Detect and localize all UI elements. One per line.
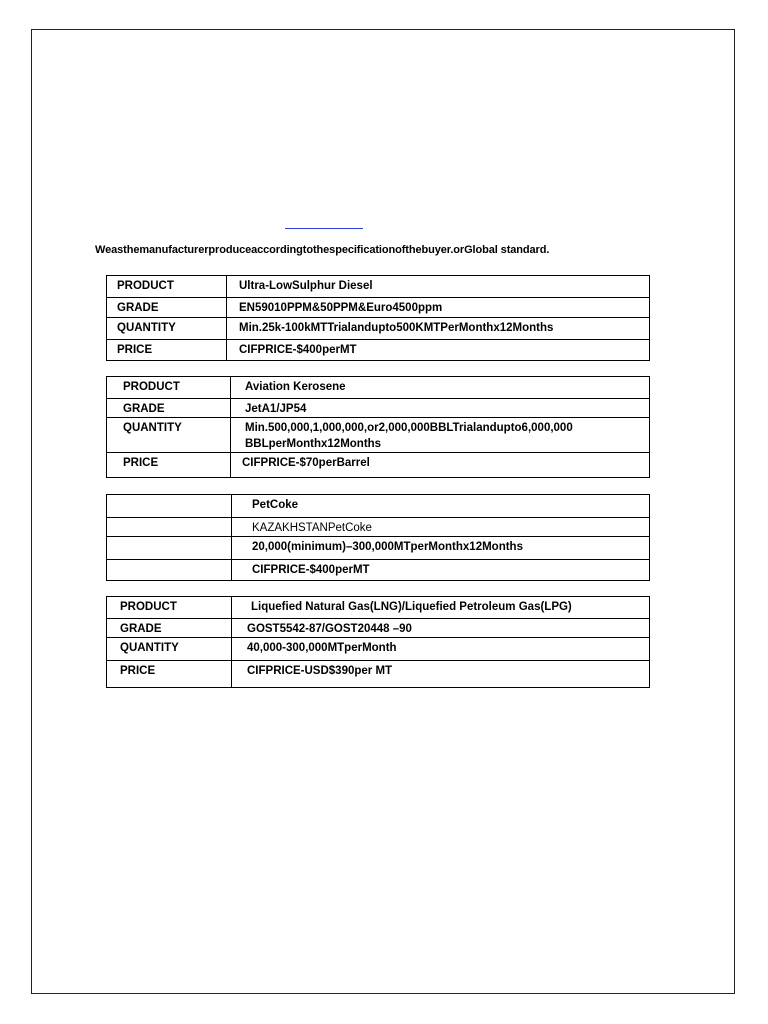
table-row: [107, 495, 650, 518]
row-value: 40,000-300,000MTperMonth: [232, 638, 650, 661]
row-label: GRADE: [107, 298, 227, 318]
kerosene-spec-table: [106, 376, 650, 478]
table-row: [107, 377, 650, 399]
row-label: PRODUCT: [107, 276, 227, 298]
row-value: CIFPRICE-USD$390per MT: [232, 661, 650, 688]
table-row: [107, 399, 650, 418]
row-value: Ultra-LowSulphur Diesel: [227, 276, 650, 298]
row-value-line: BBLperMonthx12Months: [245, 438, 382, 450]
row-label: QUANTITY: [107, 418, 231, 453]
intro-paragraph: Weasthemanufacturerproduceaccordingtothespecificationofthebuyer.orGlobal standard.: [95, 244, 550, 256]
row-value: EN59010PPM&50PPM&Euro4500ppm: [227, 298, 650, 318]
row-value: GOST5542-87/GOST20448 –90: [232, 619, 650, 638]
row-value: Liquefied Natural Gas(LNG)/Liquefied Petroleum Gas(LPG): [232, 597, 650, 619]
row-value: KAZAKHSTANPetCoke: [232, 518, 650, 537]
table-row: [107, 340, 650, 361]
row-label: [107, 518, 232, 537]
row-label: GRADE: [107, 619, 232, 638]
table-row: [107, 518, 650, 537]
row-label: QUANTITY: [107, 638, 232, 661]
lng-lpg-spec-table: [106, 596, 650, 688]
row-value: Min.25k-100kMTTrialandupto500KMTPerMonthx12Months: [227, 318, 650, 340]
table-row: [107, 638, 650, 661]
petcoke-spec-table: [106, 494, 650, 581]
hyperlink-underline[interactable]: [285, 228, 363, 229]
row-label: [107, 560, 232, 581]
row-label: GRADE: [107, 399, 231, 418]
diesel-spec-table: [106, 275, 650, 361]
row-value: JetA1/JP54: [231, 399, 650, 418]
row-label: [107, 495, 232, 518]
row-value: CIFPRICE-$400perMT: [227, 340, 650, 361]
table-row: [107, 318, 650, 340]
table-row: [107, 453, 650, 478]
table-row: [107, 661, 650, 688]
table-row: [107, 276, 650, 298]
table-row: [107, 560, 650, 581]
row-label: PRODUCT: [107, 377, 231, 399]
row-label: [107, 537, 232, 560]
row-value: CIFPRICE-$70perBarrel: [231, 453, 650, 478]
row-value: Aviation Kerosene: [231, 377, 650, 399]
row-label: PRICE: [107, 340, 227, 361]
row-value-line: Min.500,000,1,000,000,or2,000,000BBLTrialandupto6,000,000: [245, 422, 573, 434]
row-value: PetCoke: [232, 495, 650, 518]
row-label: PRICE: [107, 453, 231, 478]
table-row: [107, 537, 650, 560]
row-label: PRICE: [107, 661, 232, 688]
row-value: [231, 418, 650, 453]
table-row: [107, 298, 650, 318]
row-label: QUANTITY: [107, 318, 227, 340]
row-value: 20,000(minimum)–300,000MTperMonthx12Months: [232, 537, 650, 560]
row-label: PRODUCT: [107, 597, 232, 619]
table-row: [107, 619, 650, 638]
table-row: [107, 418, 650, 453]
table-row: [107, 597, 650, 619]
row-value: CIFPRICE-$400perMT: [232, 560, 650, 581]
